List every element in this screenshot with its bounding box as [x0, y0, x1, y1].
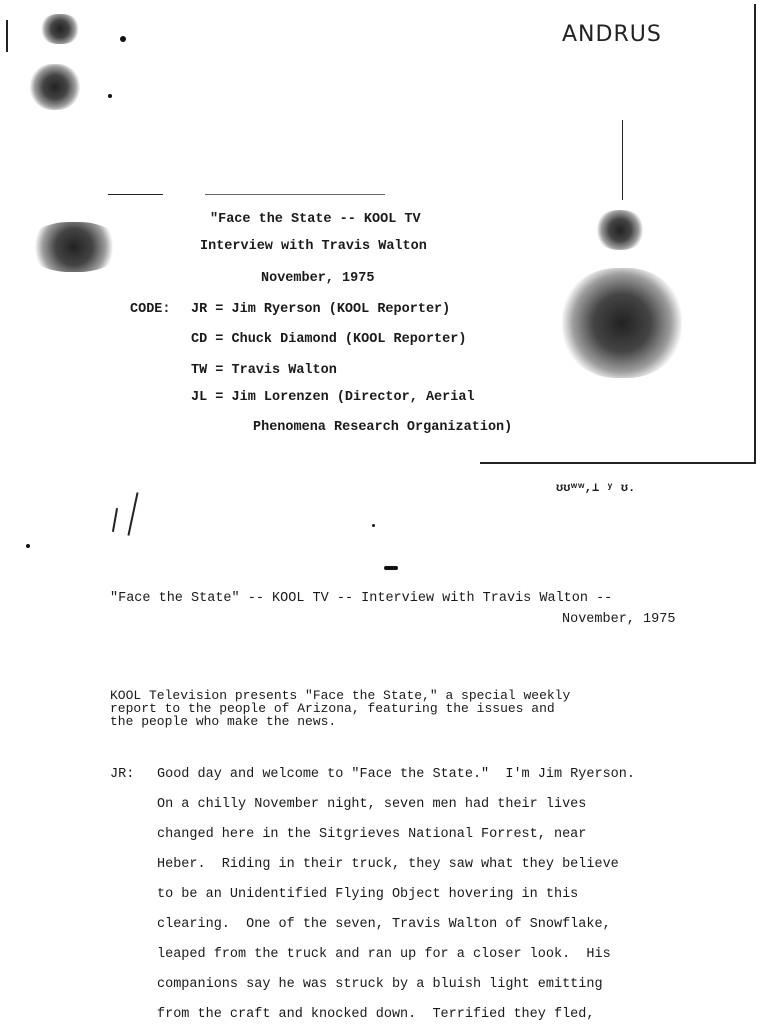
transcript-line: changed here in the Sitgrieves National Forrest, near: [157, 827, 587, 842]
transcript-line: clearing. One of the seven, Travis Walton of Snowflake,: [157, 917, 611, 932]
noise-speck-4: [372, 524, 375, 527]
cover-dash-2: [205, 194, 385, 195]
cover-dash-1: [108, 194, 163, 195]
transcript-line: leaped from the truck and ran up for a closer look. His: [157, 947, 611, 962]
transcript-line: Heber. Riding in their truck, they saw what they believe: [157, 857, 619, 872]
noise-speck-2: [108, 94, 112, 98]
noise-blot-4: [562, 268, 682, 378]
cover-date: November, 1975: [261, 271, 375, 286]
transcript-line: Good day and welcome to "Face the State." I'm Jim Ryerson.: [157, 767, 635, 782]
noise-blot-2: [30, 64, 80, 110]
noise-blot-5: [596, 210, 644, 250]
speaker-label: JR:: [110, 767, 135, 782]
transcript-line: from the craft and knocked down. Terrified they fled,: [157, 1007, 595, 1022]
cover-sheet-bottom-edge: [480, 462, 756, 464]
transcript-line: to be an Unidentified Flying Object hovering in this: [157, 887, 579, 902]
noise-speck-5: [384, 566, 398, 570]
cover-sheet-right-edge: [754, 4, 756, 462]
page-header-date: November, 1975: [562, 612, 676, 627]
stray-text-fragment: ʊʊʷʷ,⊥ ʸ ʊ.: [556, 481, 636, 495]
cover-title: "Face the State -- KOOL TV: [210, 212, 421, 227]
handwritten-name: ANDRUS: [562, 22, 662, 47]
page-header: "Face the State" -- KOOL TV -- Interview with Travis Walton --: [110, 591, 613, 606]
intro-line: KOOL Television presents "Face the State," a special weekly: [110, 688, 571, 703]
code-entry-continued: Phenomena Research Organization): [253, 420, 513, 435]
noise-speck-1: [120, 36, 126, 42]
code-entry: TW = Travis Walton: [191, 363, 337, 378]
noise-stroke-1: [127, 492, 138, 535]
code-entry: JL = Jim Lorenzen (Director, Aerial: [191, 390, 475, 405]
intro-line: report to the people of Arizona, featuring the issues and: [110, 701, 555, 716]
cover-subtitle: Interview with Travis Walton: [200, 239, 427, 254]
transcript-line: companions say he was struck by a bluish light emitting: [157, 977, 603, 992]
noise-blot-1: [40, 14, 80, 44]
intro-line: the people who make the news.: [110, 714, 337, 729]
transcript-line: On a chilly November night, seven men had their lives: [157, 797, 587, 812]
cover-dash-3: [622, 120, 623, 200]
noise-speck-3: [26, 544, 30, 548]
code-label: CODE:: [130, 302, 171, 317]
code-entry: CD = Chuck Diamond (KOOL Reporter): [191, 332, 467, 347]
code-entry: JR = Jim Ryerson (KOOL Reporter): [191, 302, 451, 317]
noise-blot-3: [28, 222, 120, 272]
cover-sheet-left-mark: [6, 20, 8, 52]
noise-stroke-2: [112, 508, 118, 532]
